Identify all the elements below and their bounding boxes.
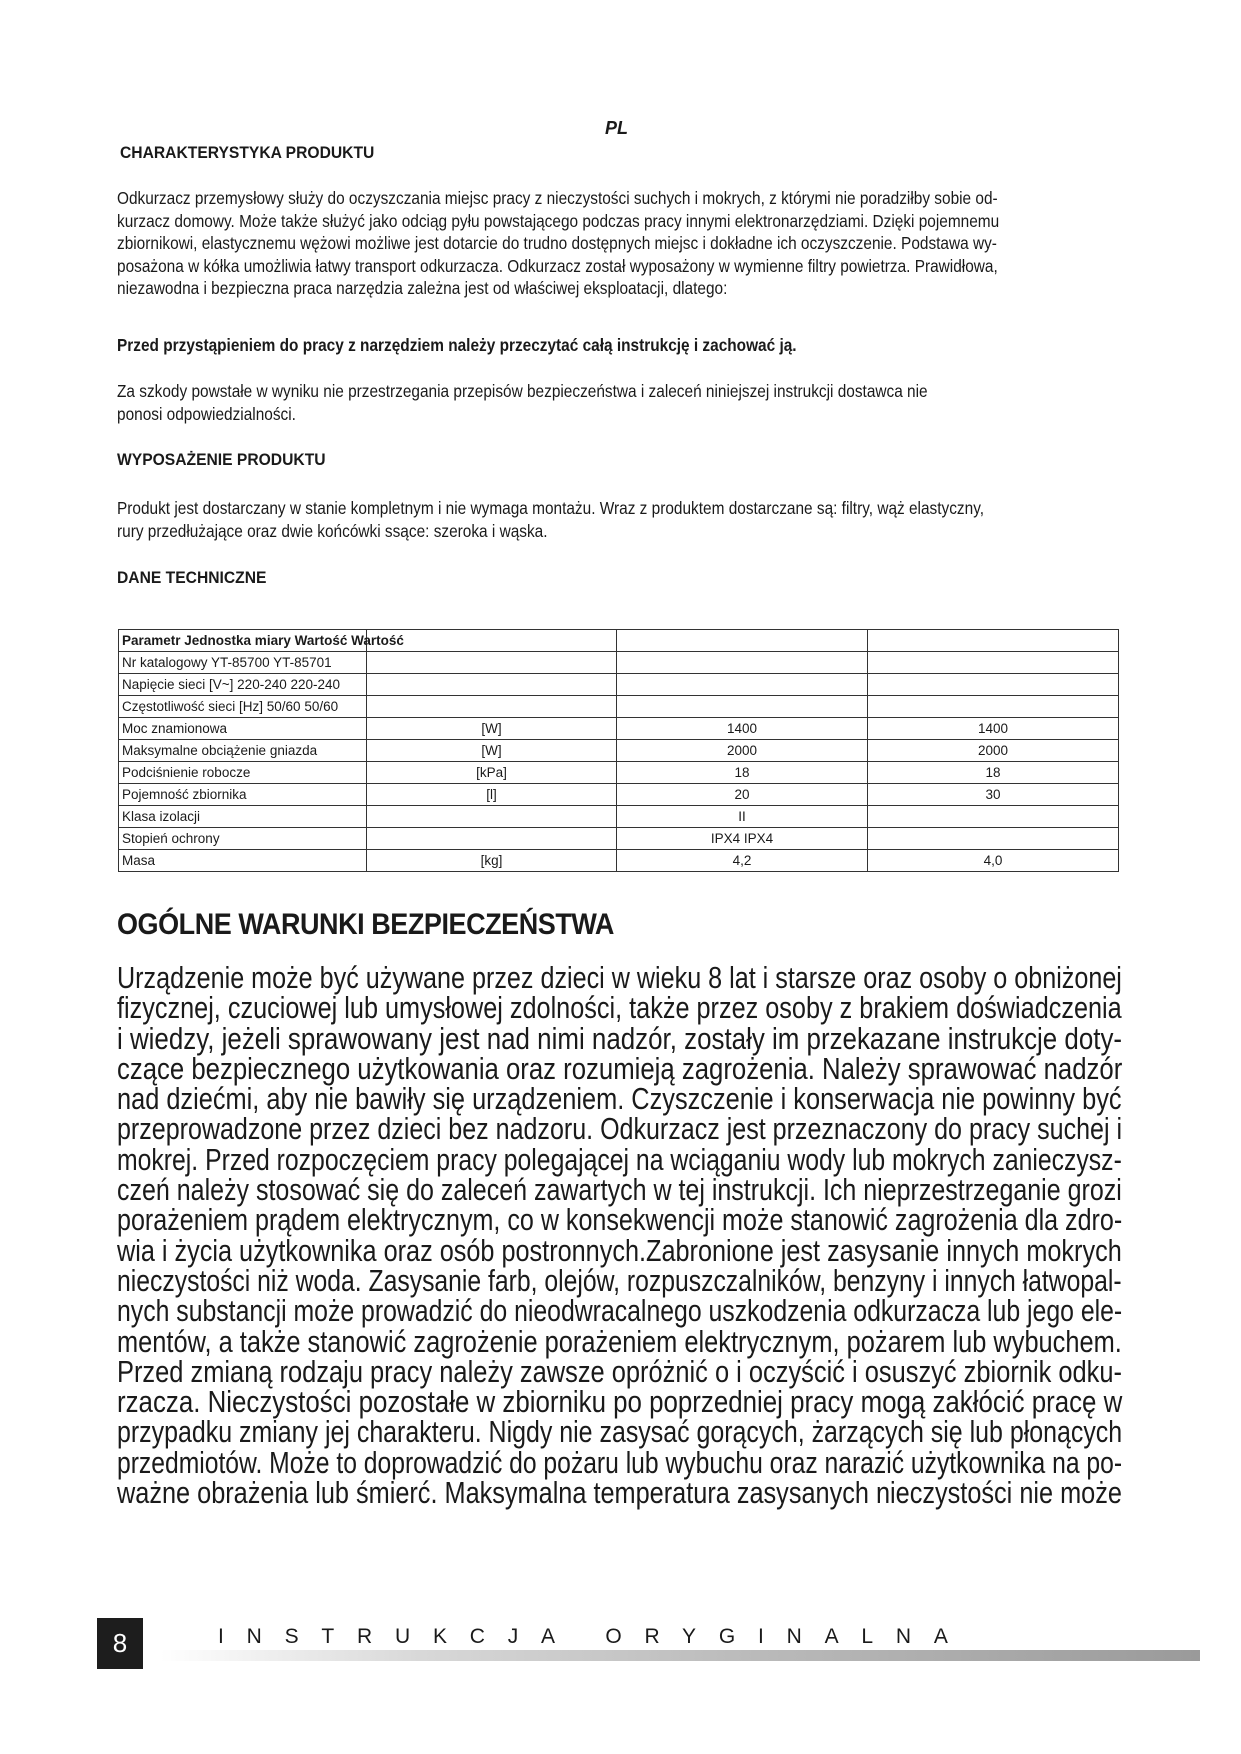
- text-line: nieczystości niż woda. Zasysanie farb, olejów, rozpuszczalników, benzyny i innych łatwopal-: [117, 1262, 1122, 1298]
- section-title-general-safety: OGÓLNE WARUNKI BEZPIECZEŃSTWA: [117, 908, 614, 941]
- table-cell-value: [617, 674, 868, 696]
- text-line: Produkt jest dostarczany w stanie kompletnym i nie wymaga montażu. Wraz z produktem dostarczane są: filtry, wąż elastyczny,: [117, 498, 985, 518]
- table-cell-unit: [kg]: [367, 850, 617, 872]
- text-line: porażeniem prądem elektrycznym, co w konsekwencji może stanowić zagrożenia dla zdro-: [117, 1202, 1123, 1238]
- liability-paragraph: [117, 380, 1122, 425]
- table-cell-parameter: Stopień ochrony: [119, 828, 367, 850]
- text-line: Przed zmianą rodzaju pracy należy zawsze opróżnić o i oczyścić i osuszyć zbiornik odku-: [117, 1353, 1122, 1389]
- text-line: mokrej. Przed rozpoczęciem pracy polegającej na wciąganiu wody lub mokrych zanieczysz-: [117, 1141, 1122, 1177]
- table-cell-parameter: Klasa izolacji: [119, 806, 367, 828]
- table-row: [119, 850, 1119, 872]
- text-line: ważne obrażenia lub śmierć. Maksymalna temperatura zasysanych nieczystości nie może: [117, 1475, 1122, 1511]
- table-cell-value: [617, 630, 868, 652]
- text-line: przypadku zmiany jej charakteru. Nigdy nie zasysać gorących, żarzących się lub płonących: [117, 1414, 1123, 1450]
- text-line: Za szkody powstałe w wyniku nie przestrzegania przepisów bezpieczeństwa i zaleceń niniejszej instrukcji dostawca nie: [117, 381, 928, 401]
- table-cell-parameter: Moc znamionowa: [119, 718, 367, 740]
- table-row: [119, 762, 1119, 784]
- table-cell-value: 1400: [617, 718, 868, 740]
- text-line: niezawodna i bezpieczna praca narzędzia zależna jest od właściwej eksploatacji, dlatego:: [117, 278, 728, 298]
- text-line: zbiornikowi, elastycznemu wężowi możliwe jest dotarcie do trudno dostępnych miejsc i dokładne ich oczyszczenie. Podstawa wy-: [117, 233, 997, 253]
- text-line: czące bezpiecznego użytkowania oraz rozumieją zagrożenia. Należy sprawować nadzór: [117, 1050, 1123, 1086]
- read-instructions-warning: [117, 334, 1122, 357]
- table-row: [119, 806, 1119, 828]
- table-cell-parameter: Napięcie sieci [V~] 220-240 220-240: [119, 674, 367, 696]
- table-cell-unit: [W]: [367, 718, 617, 740]
- table-cell-parameter: Częstotliwość sieci [Hz] 50/60 50/60: [119, 696, 367, 718]
- text-line: i wiedzy, jeżeli sprawowany jest nad nimi nadzór, zostały im przekazane instrukcje doty-: [117, 1020, 1123, 1056]
- table-cell-unit: [W]: [367, 740, 617, 762]
- table-row: [119, 674, 1119, 696]
- table-cell-value: II: [617, 806, 868, 828]
- technical-data-table: [118, 629, 1119, 872]
- table-cell-parameter: Maksymalne obciążenie gniazda: [119, 740, 367, 762]
- text-line: rury przedłużające oraz dwie końcówki ssące: szeroka i wąska.: [117, 520, 548, 541]
- text-line: Odkurzacz przemysłowy służy do oczyszczania miejsc pracy z nieczystości suchych i mokrych, z którymi nie poradziłby sobie od-: [117, 188, 998, 208]
- text-line: Urządzenie może być używane przez dzieci w wieku 8 lat i starsze oraz osoby o obniżonej: [117, 960, 1122, 995]
- table-row: [119, 828, 1119, 850]
- text-line: posażona w kółka umożliwia łatwy transport odkurzacza. Odkurzacz został wyposażony w wymienne filtry powietrza. Prawidłowa,: [117, 255, 998, 276]
- table-cell-value: 4,2: [617, 850, 868, 872]
- table-cell-value: [868, 828, 1119, 850]
- table-cell-unit: [367, 674, 617, 696]
- text-line: ponosi odpowiedzialności.: [117, 403, 296, 424]
- table-cell-unit: [367, 806, 617, 828]
- text-line: rzacza. Nieczystości pozostałe w zbiorniku po poprzedniej pracy mogą zakłócić pracę w: [117, 1384, 1123, 1420]
- table-cell-value: [617, 652, 868, 674]
- table-cell-unit: [367, 630, 617, 652]
- table-cell-parameter: Nr katalogowy YT-85700 YT-85701: [119, 652, 367, 674]
- footer-title: INSTRUKCJA ORYGINALNA: [218, 1625, 971, 1648]
- table-cell-value: 20: [617, 784, 868, 806]
- table-cell-value: [868, 630, 1119, 652]
- table-cell-unit: [367, 828, 617, 850]
- table-cell-value: 18: [617, 762, 868, 784]
- safety-paragraph: [117, 960, 1123, 1511]
- table-cell-parameter: Podciśnienie robocze: [119, 762, 367, 784]
- table-cell-value: 30: [868, 784, 1119, 806]
- table-row: [119, 740, 1119, 762]
- table-cell-value: 2000: [617, 740, 868, 762]
- text-line: Przed przystąpieniem do pracy z narzędziem należy przeczytać całą instrukcję i zachować ją.: [117, 335, 797, 355]
- table-cell-unit: [l]: [367, 784, 617, 806]
- characteristics-paragraph: [117, 187, 1122, 300]
- table-cell-value: 18: [868, 762, 1119, 784]
- table-cell-parameter: Pojemność zbiornika: [119, 784, 367, 806]
- text-line: fizycznej, czuciowej lub umysłowej zdolności, także przez osoby z brakiem doświadczenia: [117, 990, 1122, 1026]
- table-row: [119, 652, 1119, 674]
- table-cell-value: [868, 806, 1119, 828]
- table-cell-unit: [367, 652, 617, 674]
- text-line: przedmiotów. Może to doprowadzić do pożaru lub wybuchu oraz narazić użytkownika na po-: [117, 1444, 1123, 1480]
- table-cell-unit: [kPa]: [367, 762, 617, 784]
- section-title-characteristics: CHARAKTERYSTYKA PRODUKTU: [120, 143, 375, 162]
- text-line: nych substancji może prowadzić do nieodwracalnego uszkodzenia odkurzacza lub jego ele-: [117, 1293, 1123, 1329]
- text-line: wia i życia użytkownika oraz osób postronnych.Zabronione jest zasysanie innych mokrych: [117, 1232, 1122, 1268]
- text-line: mentów, a także stanowić zagrożenie porażeniem elektrycznym, pożarem lub wybuchem.: [117, 1323, 1122, 1359]
- table-row: [119, 784, 1119, 806]
- table-cell-parameter: Masa: [119, 850, 367, 872]
- table-cell-value: [868, 652, 1119, 674]
- text-line: przeprowadzone przez dzieci bez nadzoru. Odkurzacz jest przeznaczony do pracy suchej i: [117, 1111, 1123, 1147]
- table-cell-value: 2000: [868, 740, 1119, 762]
- footer-gradient-bar: [160, 1650, 1200, 1661]
- text-line: czeń należy stosować się do zaleceń zawartych w tej instrukcji. Ich nieprzestrzeganie grozi: [117, 1172, 1122, 1208]
- table-cell-value: 1400: [868, 718, 1119, 740]
- table-header-row: [119, 630, 1119, 652]
- text-line: kurzacz domowy. Może także służyć jako odciąg pyłu powstającego podczas pracy innymi elektronarzędziami. Dzięki pojemnemu: [117, 210, 1000, 231]
- table-cell-value: [868, 696, 1119, 718]
- table-cell-value: IPX4 IPX4: [617, 828, 868, 850]
- section-title-technical-data: DANE TECHNICZNE: [117, 568, 267, 587]
- equipment-paragraph: [117, 497, 1122, 542]
- table-row: [119, 696, 1119, 718]
- table-cell-value: 4,0: [868, 850, 1119, 872]
- table-cell-parameter: Parametr Jednostka miary Wartość Wartość: [119, 630, 367, 652]
- table-cell-value: [868, 674, 1119, 696]
- section-title-equipment: WYPOSAŻENIE PRODUKTU: [117, 450, 326, 469]
- table-cell-value: [617, 696, 868, 718]
- table-cell-unit: [367, 696, 617, 718]
- text-line: nad dziećmi, aby nie bawiły się urządzeniem. Czyszczenie i konserwacja nie powinny być: [117, 1081, 1122, 1117]
- table-row: [119, 718, 1119, 740]
- language-code: PL: [605, 118, 629, 138]
- page-number: 8: [97, 1618, 143, 1669]
